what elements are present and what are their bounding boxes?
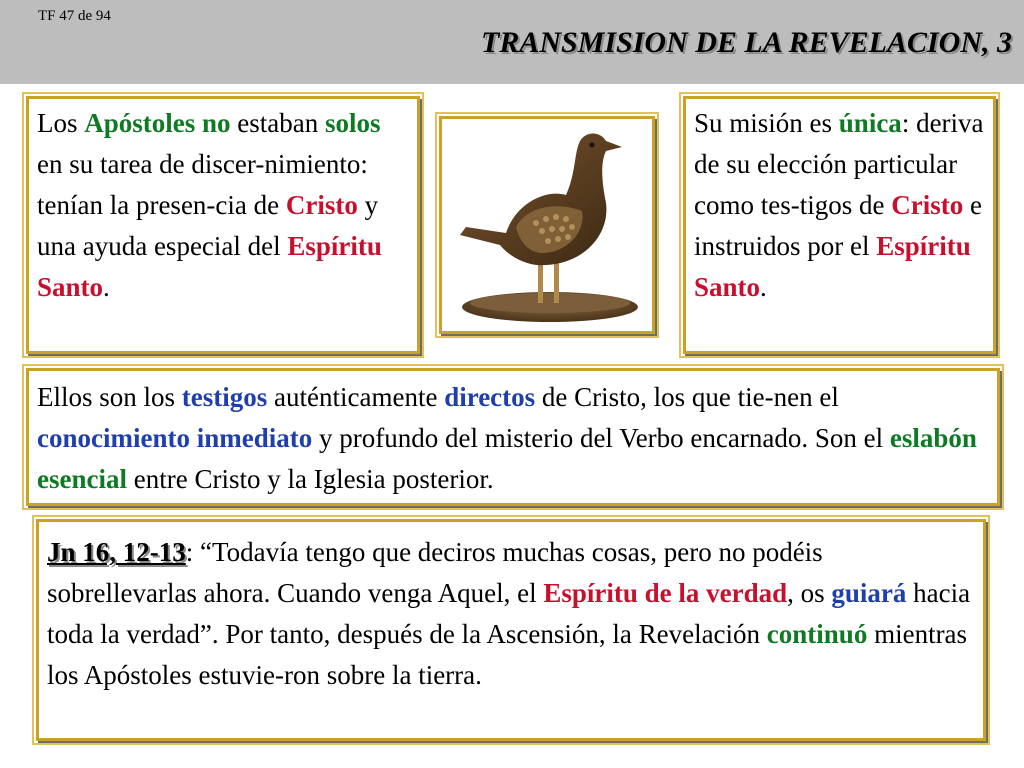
text-span: y profundo del misterio del Verbo encarnado. Son el [312,423,890,453]
highlight-espiritu-de-la-verdad: Espíritu de la verdad [543,578,788,608]
highlight-espiritu-santo: Espíritu Santo [694,231,971,302]
text-span: Los [37,108,85,138]
text-span: : “Todavía tengo que deciros muchas cosas, pero no podéis sobrellevarlas ahora. Cuando venga Aquel, el [47,537,823,608]
text-span: estaban [230,108,325,138]
text-span: entre Cristo y la Iglesia posterior. [126,464,494,494]
text-span: Ellos son los [37,382,182,412]
slide-title: TRANSMISION DE LA REVELACION, 3 [481,26,1012,59]
highlight-guiara: guiará [831,578,907,608]
scripture-reference: Jn 16, 12-13 [47,537,186,567]
highlight-directos: directos [444,382,536,412]
highlight-eslabon-esencial: eslabón esencial [37,423,977,494]
highlight-unica: única [838,108,902,138]
text-span: . [103,272,110,302]
apostles-not-alone-text [37,103,409,308]
dove-image-frame [439,116,655,334]
direct-witnesses-text [37,377,989,500]
dove-reliquary-icon [446,123,648,327]
highlight-cristo: Cristo [285,190,358,220]
apostles-not-alone-box [26,96,420,354]
highlight-espiritu-santo: Espíritu Santo [37,231,382,302]
highlight-apostoles: Apóstoles no [84,108,231,138]
highlight-testigos: testigos [181,382,268,412]
unique-mission-text [694,103,985,308]
highlight-cristo: Cristo [891,190,964,220]
text-span: de Cristo, los que tie-nen el [535,382,839,412]
scripture-quote-box [36,519,986,741]
text-span: e instruidos por el [694,190,982,261]
text-span: mientras los Apóstoles estuvie-ron sobre la tierra. [47,619,968,690]
highlight-continuo: continuó [766,619,868,649]
highlight-conocimiento-inmediato: conocimiento inmediato [37,423,313,453]
unique-mission-box [683,96,996,354]
text-span: , os [787,578,832,608]
slide-number: TF 47 de 94 [38,8,111,24]
highlight-solos: solos [325,108,381,138]
scripture-quote-text [47,532,975,696]
title-bar [0,0,1024,84]
text-span: : deriva de su elección particular como tes-tigos de [694,108,984,220]
text-span: en su tarea de discer-nimiento: tenían la presen-cia de [37,149,368,220]
text-span: hacia toda la verdad”. Por tanto, después de la Ascensión, la Revelación [47,578,971,649]
text-span: . [760,272,767,302]
text-span: Su misión es [694,108,839,138]
text-span: auténticamente [267,382,445,412]
direct-witnesses-box [26,368,1000,506]
text-span: y una ayuda especial del [37,190,379,261]
